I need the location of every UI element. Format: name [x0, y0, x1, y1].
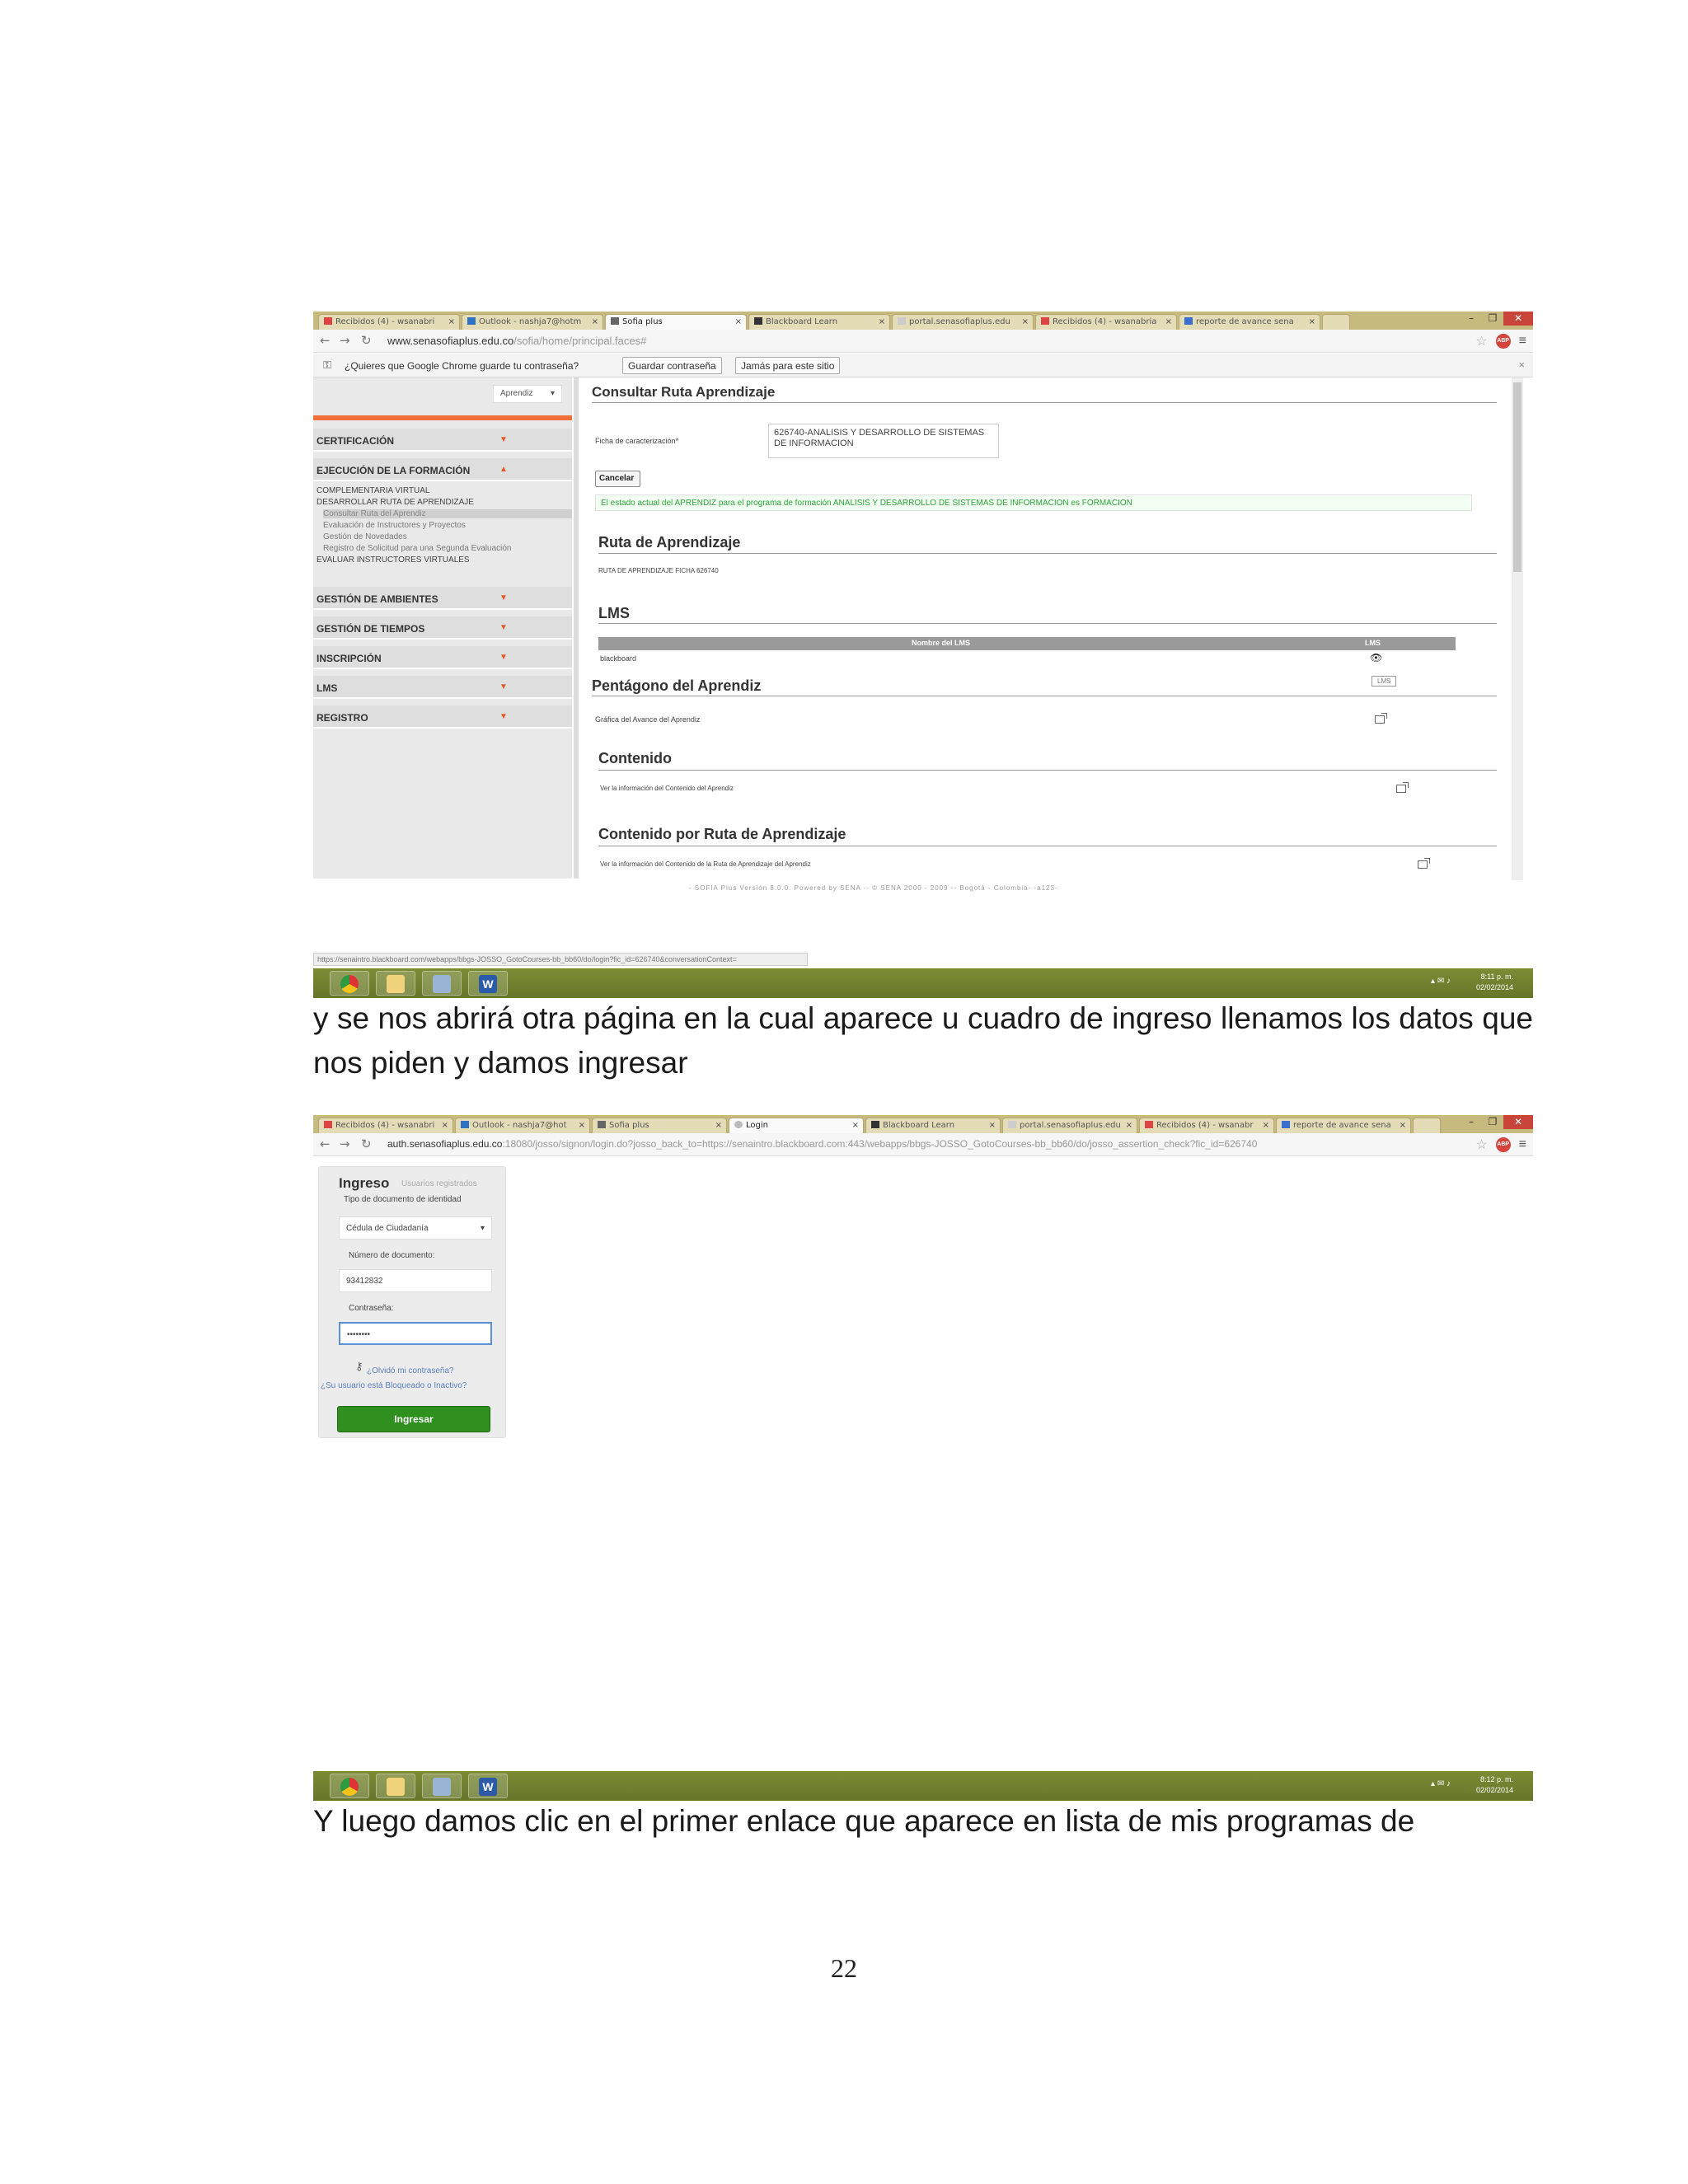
- tab-gmail-2[interactable]: Recibidos (4) - wsanabria ×: [1035, 314, 1177, 330]
- system-tray-icons[interactable]: ▴ ✉ ♪: [1431, 1779, 1451, 1788]
- word-icon: W: [479, 975, 497, 993]
- new-tab-button[interactable]: [1413, 1118, 1441, 1133]
- login-title: Ingreso: [339, 1175, 390, 1191]
- key-icon: ⚷: [355, 1360, 363, 1372]
- omnibox-bar: [313, 1133, 1533, 1156]
- pentagono-link[interactable]: Gráfica del Avance del Aprendiz: [595, 715, 701, 724]
- ficha-label: Ficha de caracterización*: [595, 437, 679, 445]
- password-label: Contraseña:: [349, 1304, 394, 1313]
- contenido-link[interactable]: Ver la información del Contenido del Aprendiz: [600, 785, 734, 792]
- tab-gmail-2[interactable]: Recibidos (4) - wsanabr ×: [1139, 1118, 1274, 1133]
- forward-icon[interactable]: →: [340, 333, 350, 348]
- close-icon[interactable]: ×: [1399, 1121, 1406, 1130]
- app-taskbar-button[interactable]: [422, 971, 462, 996]
- chevron-up-icon: ▲: [499, 465, 508, 474]
- divider: [598, 770, 1497, 771]
- login-submit-button[interactable]: Ingresar: [337, 1406, 490, 1432]
- windows-taskbar: [313, 1771, 1533, 1801]
- forgot-password-link[interactable]: ¿Olvidó mi contraseña?: [367, 1366, 454, 1376]
- divider: [598, 623, 1497, 624]
- sidebar-subitem[interactable]: Registro de Solicitud para una Segunda Evaluación: [323, 544, 512, 553]
- page-title: Consultar Ruta Aprendizaje: [592, 384, 776, 400]
- tab-outlook[interactable]: Outlook - nashja7@hotm ×: [462, 314, 603, 330]
- tab-blackboard[interactable]: Blackboard Learn ×: [748, 314, 890, 330]
- page-icon: [898, 317, 906, 325]
- maximize-icon[interactable]: ❐: [1488, 312, 1498, 324]
- infobar-message: ¿Quieres que Google Chrome guarde tu contraseña?: [345, 360, 579, 372]
- tab-sofia-plus[interactable]: Sofia plus ×: [592, 1118, 727, 1133]
- maximize-icon[interactable]: ❐: [1488, 1116, 1498, 1127]
- chrome-menu-icon[interactable]: ≡: [1518, 1137, 1526, 1151]
- back-icon[interactable]: ←: [320, 333, 331, 348]
- popup-icon[interactable]: [1396, 785, 1406, 793]
- chevron-down-icon: ▾: [550, 389, 555, 398]
- browser-tab-strip: [313, 312, 1533, 330]
- address-bar[interactable]: [387, 1138, 1442, 1150]
- close-icon[interactable]: ×: [448, 317, 455, 326]
- close-icon[interactable]: ×: [591, 317, 598, 326]
- tab-sofia-plus[interactable]: Sofia plus ×: [605, 314, 747, 330]
- tab-reporte[interactable]: reporte de avance sena ×: [1179, 314, 1320, 330]
- save-password-button[interactable]: Guardar contraseña: [622, 357, 722, 374]
- sidebar: [313, 377, 572, 879]
- window-controls: [1461, 312, 1533, 326]
- minimize-icon[interactable]: –: [1469, 312, 1474, 324]
- instruction-paragraph-2: Y luego damos clic en el primer enlace que aparece en lista de mis programas de: [313, 1804, 1415, 1838]
- clock[interactable]: 8:12 p. m. 02/02/2014: [1475, 1775, 1513, 1794]
- section-title-pentagono: Pentágono del Aprendiz: [592, 677, 762, 694]
- sidebar-subitem[interactable]: EVALUAR INSTRUCTORES VIRTUALES: [316, 555, 470, 565]
- adblock-icon[interactable]: ABP: [1496, 1137, 1511, 1152]
- close-icon[interactable]: ×: [851, 1121, 859, 1130]
- sidebar-item-registro[interactable]: REGISTRO ▼: [313, 705, 572, 729]
- app-icon: [433, 975, 451, 993]
- explorer-taskbar-button[interactable]: [376, 971, 415, 996]
- close-icon[interactable]: ×: [1308, 317, 1315, 326]
- browser-tab-strip: [313, 1115, 1533, 1133]
- bookmark-star-icon[interactable]: ☆: [1475, 1138, 1488, 1152]
- tab-outlook[interactable]: Outlook - nashja7@hot ×: [455, 1118, 590, 1133]
- explorer-taskbar-button[interactable]: [376, 1774, 415, 1798]
- forward-icon[interactable]: →: [340, 1137, 350, 1151]
- gmail-icon: [1145, 1121, 1153, 1128]
- window-controls: [1461, 1115, 1533, 1130]
- chevron-down-icon: ▼: [499, 435, 508, 444]
- sidebar-subitem-active[interactable]: Consultar Ruta del Aprendiz: [323, 509, 572, 518]
- doc-number-label: Número de documento:: [349, 1251, 435, 1260]
- cancel-button[interactable]: Cancelar: [595, 471, 640, 487]
- reload-icon[interactable]: ↻: [361, 333, 372, 348]
- close-icon[interactable]: ×: [441, 1121, 448, 1130]
- sidebar-item-gestion-ambientes[interactable]: GESTIÓN DE AMBIENTES ▼: [313, 587, 572, 610]
- popup-icon[interactable]: [1375, 715, 1385, 724]
- footer-version: - SOFIA Plus Versión 8.0.0. Powered by SENA -- © SENA 2000 - 2009 -- Bogotá - Colombia- -a123-: [689, 884, 1058, 892]
- tab-blackboard[interactable]: Blackboard Learn ×: [865, 1118, 1001, 1133]
- section-title-contenido: Contenido: [598, 750, 672, 766]
- window-close-icon[interactable]: ✕: [1503, 312, 1533, 326]
- status-url: https://senaintro.blackboard.com/webapps/bbgs-JOSSO_GotoCourses-bb_bb60/do/login?fic_id=626740&conversationContext=: [313, 953, 808, 966]
- app-taskbar-button[interactable]: [422, 1774, 462, 1798]
- loading-icon: [734, 1121, 743, 1128]
- lms-table-header: [598, 637, 1456, 650]
- login-form: [318, 1166, 506, 1438]
- word-taskbar-button[interactable]: [468, 1774, 508, 1798]
- close-icon[interactable]: ×: [578, 1121, 585, 1130]
- url-host: auth.senasofiaplus.edu.co: [387, 1138, 503, 1150]
- chrome-taskbar-button[interactable]: [330, 971, 369, 996]
- chrome-icon: [340, 975, 359, 993]
- close-icon[interactable]: ×: [1262, 1121, 1269, 1130]
- folder-icon: [387, 975, 405, 993]
- ficha-field[interactable]: 626740-ANALISIS Y DESARROLLO DE SISTEMAS DE INFORMACION: [768, 424, 999, 458]
- ruta-subtitle: RUTA DE APRENDIZAJE FICHA 626740: [598, 567, 719, 574]
- sidebar-subitem[interactable]: COMPLEMENTARIA VIRTUAL: [316, 486, 430, 495]
- url-host: www.senasofiaplus.edu.co: [387, 335, 514, 347]
- tab-reporte[interactable]: reporte de avance sena ×: [1276, 1118, 1411, 1133]
- chevron-down-icon: ▼: [499, 712, 508, 721]
- close-icon[interactable]: ×: [878, 317, 885, 326]
- status-message: El estado actual del APRENDIZ para el programa de formación ANALISIS Y DESARROLLO DE SISTEMAS DE INFORMACION es FORMACION: [595, 494, 1472, 511]
- popup-icon[interactable]: [1418, 860, 1428, 869]
- doc-number-input[interactable]: 93412832: [339, 1269, 492, 1292]
- gmail-icon: [324, 1121, 332, 1128]
- chevron-down-icon: ▼: [499, 623, 508, 632]
- minimize-icon[interactable]: –: [1469, 1116, 1474, 1127]
- close-icon[interactable]: ×: [1518, 359, 1525, 371]
- instruction-paragraph-1: y se nos abrirá otra página en la cual aparece u cuadro de ingreso llenamos los datos que nos piden y damos ingresar: [313, 1001, 1533, 1080]
- section-title-contenido-ruta: Contenido por Ruta de Aprendizaje: [598, 826, 846, 842]
- divider: [592, 402, 1497, 403]
- chevron-down-icon: ▼: [499, 653, 508, 662]
- key-icon: ⚿: [323, 359, 331, 371]
- sidebar-accent-bar: [313, 415, 572, 420]
- tab-gmail-1[interactable]: Recibidos (4) - wsanabri ×: [318, 314, 460, 330]
- blackboard-icon: [871, 1121, 879, 1128]
- column-header: Nombre del LMS: [912, 639, 971, 647]
- sidebar-item-lms[interactable]: LMS ▼: [313, 676, 572, 699]
- windows-taskbar: [313, 968, 1533, 998]
- close-icon[interactable]: ×: [1021, 317, 1029, 326]
- tab-login[interactable]: Login ×: [729, 1118, 864, 1134]
- bookmark-star-icon[interactable]: ☆: [1475, 335, 1488, 349]
- contenido-ruta-link[interactable]: Ver la información del Contenido de la Ruta de Aprendizaje del Aprendiz: [600, 860, 811, 868]
- section-title-lms: LMS: [598, 605, 630, 621]
- divider: [598, 553, 1497, 554]
- eye-icon[interactable]: 👁: [1370, 652, 1383, 663]
- page-icon: [1008, 1121, 1016, 1128]
- main-content: [574, 377, 1530, 879]
- close-icon[interactable]: ×: [734, 317, 742, 326]
- section-title-ruta: Ruta de Aprendizaje: [598, 534, 741, 551]
- column-header: LMS: [1365, 639, 1381, 647]
- word-icon: W: [479, 1778, 497, 1796]
- sidebar-subitem[interactable]: DESARROLLAR RUTA DE APRENDIZAJE: [316, 498, 474, 507]
- chevron-down-icon: ▼: [499, 593, 508, 602]
- blocked-user-link[interactable]: ¿Su usuario está Bloqueado o Inactivo?: [321, 1381, 467, 1390]
- never-save-button[interactable]: Jamás para este sitio: [735, 357, 840, 374]
- sofia-icon: [598, 1121, 606, 1128]
- close-icon[interactable]: ×: [715, 1121, 722, 1130]
- reload-icon[interactable]: ↻: [361, 1137, 372, 1151]
- tab-portal[interactable]: portal.senasofiaplus.edu ×: [1002, 1118, 1137, 1133]
- back-icon[interactable]: ←: [320, 1137, 331, 1151]
- chrome-taskbar-button[interactable]: [330, 1774, 369, 1798]
- app-icon: [433, 1778, 451, 1796]
- outlook-icon: [461, 1121, 469, 1128]
- doc-type-label: Tipo de documento de identidad: [344, 1195, 462, 1204]
- url-path: :18080/josso/signon/login.do?josso_back_to=https://senaintro.blackboard.com:443/webapps/bbgs-JOSSO_GotoCourses-bb_bb60/do/josso_assertion_check?fic_id=626740: [502, 1138, 1258, 1150]
- sidebar-item-inscripcion[interactable]: INSCRIPCIÓN ▼: [313, 646, 572, 669]
- page-number: 22: [831, 1953, 857, 1983]
- screenshot-sofia-plus: [313, 312, 1533, 1000]
- chevron-down-icon: ▾: [480, 1224, 485, 1233]
- docs-icon: [1184, 317, 1193, 325]
- adblock-icon[interactable]: ABP: [1496, 334, 1511, 349]
- close-icon[interactable]: ×: [988, 1121, 996, 1130]
- blackboard-icon: [754, 317, 762, 325]
- screenshot-login: [313, 1115, 1533, 1801]
- docs-icon: [1282, 1121, 1290, 1128]
- chrome-menu-icon[interactable]: ≡: [1518, 334, 1526, 348]
- outlook-icon: [467, 317, 476, 325]
- password-input[interactable]: ••••••••: [339, 1322, 492, 1345]
- sofia-icon: [611, 317, 619, 325]
- address-bar[interactable]: [387, 335, 646, 347]
- gmail-icon: [324, 317, 332, 325]
- url-path: /sofia/home/principal.faces#: [513, 335, 647, 347]
- window-close-icon[interactable]: ✕: [1503, 1115, 1533, 1129]
- login-subtitle: Usuarios registrados: [401, 1179, 477, 1188]
- gmail-icon: [1041, 317, 1049, 325]
- role-select[interactable]: Aprendiz ▾: [493, 385, 562, 403]
- doc-type-select[interactable]: Cédula de Ciudadanía ▾: [339, 1216, 492, 1240]
- scrollbar[interactable]: [1512, 377, 1523, 880]
- system-tray-icons[interactable]: ▴ ✉ ♪: [1431, 977, 1451, 986]
- sidebar-subitem[interactable]: Evaluación de Instructores y Proyectos: [323, 521, 466, 530]
- lms-button[interactable]: LMS: [1372, 676, 1396, 687]
- word-taskbar-button[interactable]: [468, 971, 508, 996]
- sidebar-item-certificacion[interactable]: CERTIFICACIÓN ▼: [313, 429, 572, 452]
- password-infobar: [313, 354, 1533, 377]
- lms-row-name: blackboard: [600, 654, 637, 663]
- folder-icon: [387, 1778, 405, 1796]
- tab-portal[interactable]: portal.senasofiaplus.edu ×: [892, 314, 1034, 330]
- omnibox-bar: [313, 330, 1533, 353]
- sidebar-subitem[interactable]: Gestión de Novedades: [323, 532, 407, 541]
- clock[interactable]: 8:11 p. m. 02/02/2014: [1475, 972, 1513, 991]
- tab-gmail-1[interactable]: Recibidos (4) - wsanabri ×: [318, 1118, 453, 1133]
- sidebar-item-gestion-tiempos[interactable]: GESTIÓN DE TIEMPOS ▼: [313, 616, 572, 640]
- close-icon[interactable]: ×: [1125, 1121, 1132, 1130]
- close-icon[interactable]: ×: [1165, 317, 1172, 326]
- new-tab-button[interactable]: [1322, 314, 1350, 330]
- chrome-icon: [340, 1778, 359, 1796]
- scrollbar-thumb[interactable]: [1513, 382, 1522, 572]
- sidebar-item-ejecucion[interactable]: EJECUCIÓN DE LA FORMACIÓN ▲: [313, 458, 572, 481]
- chevron-down-icon: ▼: [499, 682, 508, 691]
